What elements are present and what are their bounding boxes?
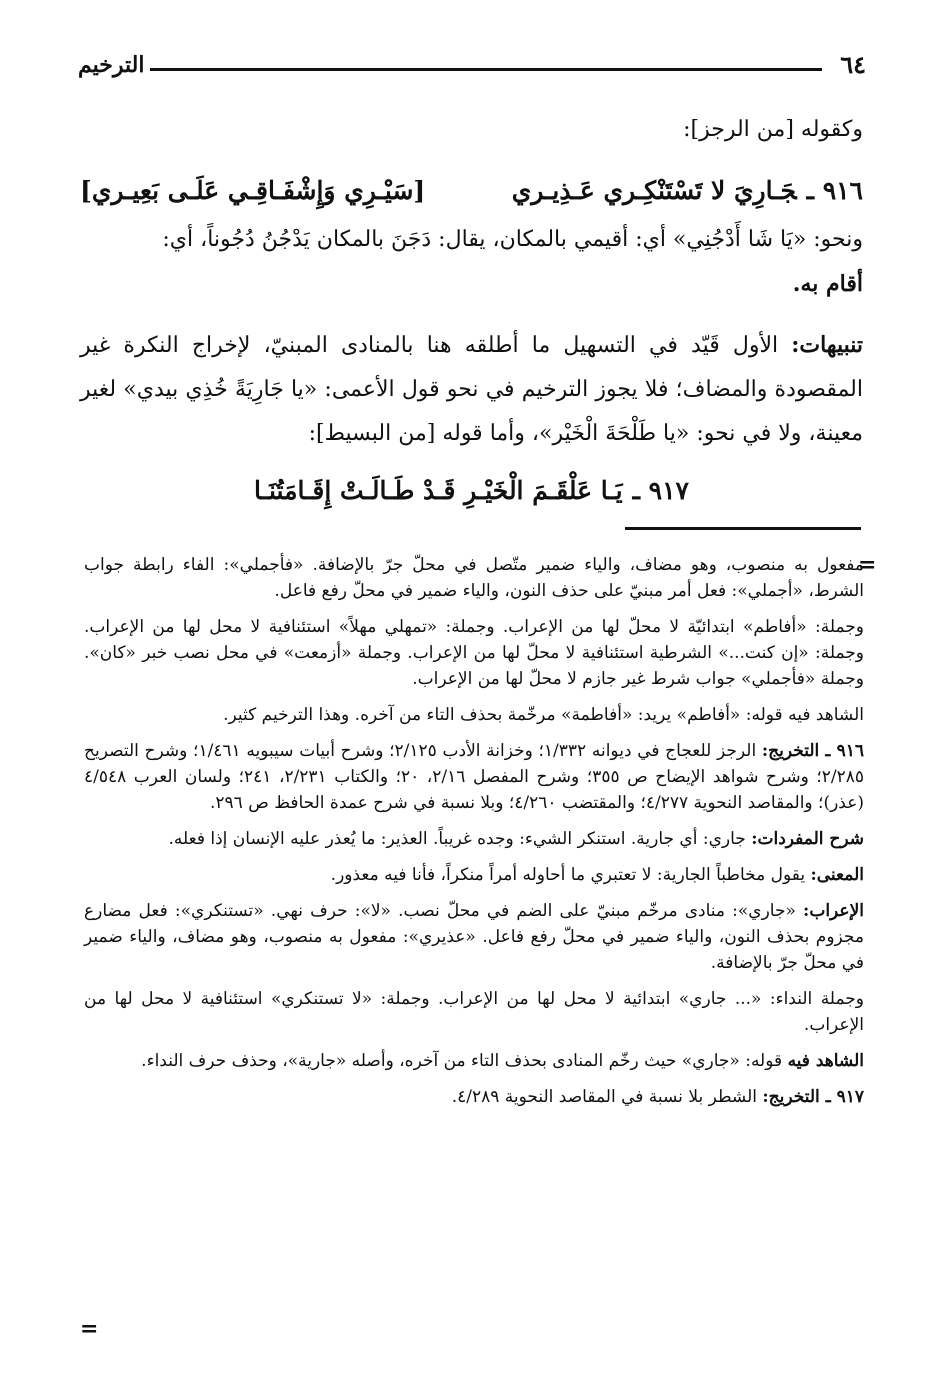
running-header <box>78 48 866 88</box>
intro-line: وكقوله [من الرجز]: <box>683 117 863 142</box>
verse-916-number: ٩١٦ ـ <box>806 175 863 205</box>
verse-916 <box>80 162 863 218</box>
tanbihat-paragraph: تنبيهات: الأول قَيّد في التسهيل ما أطلقه هنا بالمنادى المبنيّ، لإخراج النكرة غير المقصودة والمضاف؛ فلا يجوز الترخيم في نحو قول الأعمى: «يا جَارِيَةً خُذِي بيدي» لغير معينة، ولا في نحو: «يا طَلْحَةَ الْخَيْر»، وأما قوله [من البسيط]: <box>80 332 863 446</box>
note-916-shahid: الشاهد فيه قوله: «جاري» حيث رخّم المنادى بحذف التاء من آخره، وأصله «جارية»، وحذف حرف النداء. <box>141 1051 864 1071</box>
verse-917-text: يَـا عَلْقَـمَ الْخَيْـرِ قَـدْ طَـالَـتْ إِقَـامَتُنَـا <box>254 475 623 505</box>
end-marker: = <box>80 1316 99 1342</box>
continuation-marker: = <box>858 552 877 578</box>
note-sentences: وجملة: «أفاطم» ابتدائيّة لا محلّ لها من الإعراب. وجملة: «تمهلي مهلاً» استئنافية لا محل لها من الإعراب. وجملة: «إن كنت...» الشرطية استئنافية لا محلّ لها من الإعراب. وجملة «أزمعت» في محل نصب خبر «كان». وجملة «فأجملي» جواب شرط غير جازم لا محلّ لها من الإعراب. <box>84 617 864 689</box>
note-916-irab: الإعراب: «جاري»: منادى مرخّم مبنيّ على الضم في محلّ نصب. «لا»: حرف نهي. «تستنكري»: فعل مضارع مجزوم بحذف النون، والياء ضمير في محلّ رفع فاعل. «عذيري»: مفعول به منصوب، وهو مضاف، والياء ضمير في محلّ جرّ بالإضافة. <box>84 901 864 973</box>
note-916-meaning: المعنى: يقول مخاطباً الجارية: لا تعتبري ما أحاوله أمراً منكراً، فأنا فيه معذور. <box>330 865 864 885</box>
verse-916-first-half: ٩١٦ ـجَـارِيَ لا تَسْتَنْكِـري عَـذِيـري <box>511 175 863 205</box>
footnote-separator <box>625 527 861 530</box>
chapter-title: الترخيم <box>78 52 145 78</box>
verse-917-number: ٩١٧ ـ <box>632 475 689 505</box>
note-916-vocab: شرح المفردات: جاري: أي جارية. استنكر الشيء: وجده غريباً. العذير: ما يُعذر عليه الإنسان إذا فعله. <box>168 829 864 849</box>
verse-916-second-half: [سَيْـرِي وَإِشْفَـاقِـي عَلَـى بَعِيـري] <box>80 175 426 205</box>
paragraph-dajana: ونحو: «يَا شَا أَدْجُنِي» أي: أقيمي بالمكان، يقال: دَجَنَ بالمكان يَدْجُنُ دُجُوناً، أي: أقام به. <box>162 227 863 297</box>
note-917-takhrij: ٩١٧ ـ التخريج: الشطر بلا نسبة في المقاصد النحوية ٤/٢٨٩. <box>451 1087 864 1107</box>
note-916-takhrij: ٩١٦ ـ التخريج: الرجز للعجاج في ديوانه ١/٣٣٢؛ وخزانة الأدب ٢/١٢٥؛ وشرح أبيات سيبويه ١/٤٦١؛ وشرح التصريح ٢/٢٨٥؛ وشرح شواهد الإيضاح ص ٣٥٥؛ وشرح المفصل ٢/١٦، ٢٠؛ والكتاب ٢/٢٣١، ٢٤١؛ ولسان العرب ٤/٥٤٨ (عذر)؛ والمقاصد النحوية ٤/٢٧٧؛ والمقتضب ٤/٢٦٠؛ وبلا نسبة في شرح عمدة الحافظ ص ٢٩٦. <box>84 741 865 813</box>
note-continued-irab: مفعول به منصوب، وهو مضاف، والياء ضمير متّصل في محلّ جرّ بالإضافة. «فأجملي»: الفاء رابطة جواب الشرط، «أجملي»: فعل أمر مبنيّ على حذف النون، والياء ضمير في محلّ رفع فاعل. <box>84 555 864 601</box>
main-text <box>80 108 863 518</box>
page-number: ٦٤ <box>840 50 866 79</box>
header-rule <box>150 68 822 71</box>
footnotes <box>84 552 864 1120</box>
note-shahid-prev: الشاهد فيه قوله: «أفاطم» يريد: «أفاطمة» مرخّمة بحذف التاء من آخره. وهذا الترخيم كثير. <box>223 705 864 725</box>
verse-917 <box>80 462 863 518</box>
note-916-sentences: وجملة النداء: «... جاري» ابتدائية لا محل لها من الإعراب. وجملة: «لا تستنكري» استئنافية لا محل لها من الإعراب. <box>84 989 864 1035</box>
tanbihat-label: تنبيهات: <box>791 332 863 358</box>
